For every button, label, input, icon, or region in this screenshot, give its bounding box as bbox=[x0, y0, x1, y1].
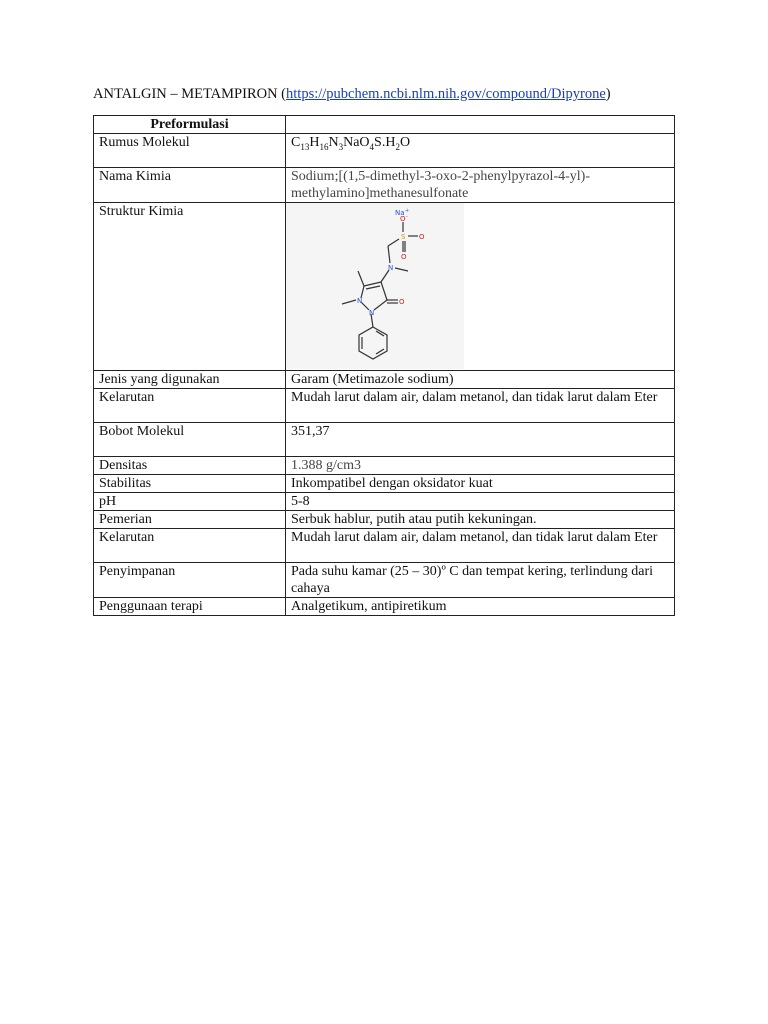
sodium-label: Na bbox=[395, 209, 405, 217]
table-row-density bbox=[94, 457, 675, 475]
sodium-charge: + bbox=[405, 208, 410, 214]
oxygen-anion-label: O bbox=[400, 215, 406, 223]
row-value: Mudah larut dalam air, dalam metanol, dan tidak larut dalam Eter bbox=[286, 529, 675, 563]
table-row-description bbox=[94, 511, 675, 529]
document-heading bbox=[93, 86, 611, 103]
molecular-formula: $C_{13}H_{16}N_3NaO_4S.H_2O$ bbox=[286, 134, 675, 168]
pubchem-link[interactable]: https://pubchem.ncbi.nlm.nih.gov/compound/Dipyrone bbox=[286, 86, 606, 102]
row-value: Inkompatibel dengan oksidator kuat bbox=[286, 475, 675, 493]
row-label: Rumus Molekul bbox=[94, 134, 286, 168]
keto-oxygen-label: O bbox=[399, 298, 405, 306]
row-value: 351,37 bbox=[286, 423, 675, 457]
table-row-molecular-weight bbox=[94, 423, 675, 457]
oxygen-charge: - bbox=[406, 214, 408, 220]
metamizole-structure-diagram bbox=[286, 203, 464, 369]
pyrazole-n1-label: N bbox=[357, 297, 363, 305]
row-label: Kelarutan bbox=[94, 389, 286, 423]
row-label: Stabilitas bbox=[94, 475, 286, 493]
pyrazole-n2-label: N bbox=[369, 309, 375, 317]
row-label: Jenis yang digunakan bbox=[94, 371, 286, 389]
table-row-type-used bbox=[94, 371, 675, 389]
table-row-storage bbox=[94, 563, 675, 598]
row-label: Kelarutan bbox=[94, 529, 286, 563]
heading-suffix: ) bbox=[605, 86, 611, 102]
preformulation-table bbox=[93, 115, 675, 616]
table-header-empty bbox=[286, 116, 675, 134]
sulfonyl-oxygen-right: O bbox=[419, 233, 425, 241]
structure-image bbox=[286, 203, 464, 369]
row-label: Densitas bbox=[94, 457, 286, 475]
table-row-ph bbox=[94, 493, 675, 511]
structure-cell bbox=[286, 203, 675, 371]
row-label: Struktur Kimia bbox=[94, 203, 286, 371]
row-value: 5-8 bbox=[286, 493, 675, 511]
table-row-solubility bbox=[94, 389, 675, 423]
row-value: Garam (Metimazole sodium) bbox=[286, 371, 675, 389]
table-row-chemical-name bbox=[94, 168, 675, 203]
row-label: Pemerian bbox=[94, 511, 286, 529]
amine-nitrogen-label: N bbox=[388, 264, 394, 272]
row-value: Sodium;[(1,5-dimethyl-3-oxo-2-phenylpyrazol-4-yl)-methylamino]methanesulfonate bbox=[286, 168, 675, 203]
table-row-solubility-2 bbox=[94, 529, 675, 563]
sulfur-label: S bbox=[401, 233, 406, 241]
row-value: Pada suhu kamar (25 – 30)º C dan tempat kering, terlindung dari cahaya bbox=[286, 563, 675, 598]
row-label: Nama Kimia bbox=[94, 168, 286, 203]
row-value: Serbuk hablur, putih atau putih kekuningan. bbox=[286, 511, 675, 529]
row-label: pH bbox=[94, 493, 286, 511]
row-value: Mudah larut dalam air, dalam metanol, dan tidak larut dalam Eter bbox=[286, 389, 675, 423]
table-row-chemical-structure bbox=[94, 203, 675, 371]
heading-text: ANTALGIN – METAMPIRON ( bbox=[93, 86, 287, 102]
sulfonyl-oxygen-bottom: O bbox=[401, 253, 407, 261]
table-row-molecular-formula bbox=[94, 134, 675, 168]
row-label: Bobot Molekul bbox=[94, 423, 286, 457]
table-header-row bbox=[94, 116, 675, 134]
row-label: Penggunaan terapi bbox=[94, 598, 286, 616]
row-value: 1.388 g/cm3 bbox=[286, 457, 675, 475]
table-row-therapeutic-use bbox=[94, 598, 675, 616]
table-row-stability bbox=[94, 475, 675, 493]
row-value: Analgetikum, antipiretikum bbox=[286, 598, 675, 616]
row-label: Penyimpanan bbox=[94, 563, 286, 598]
table-header: Preformulasi bbox=[94, 116, 286, 134]
